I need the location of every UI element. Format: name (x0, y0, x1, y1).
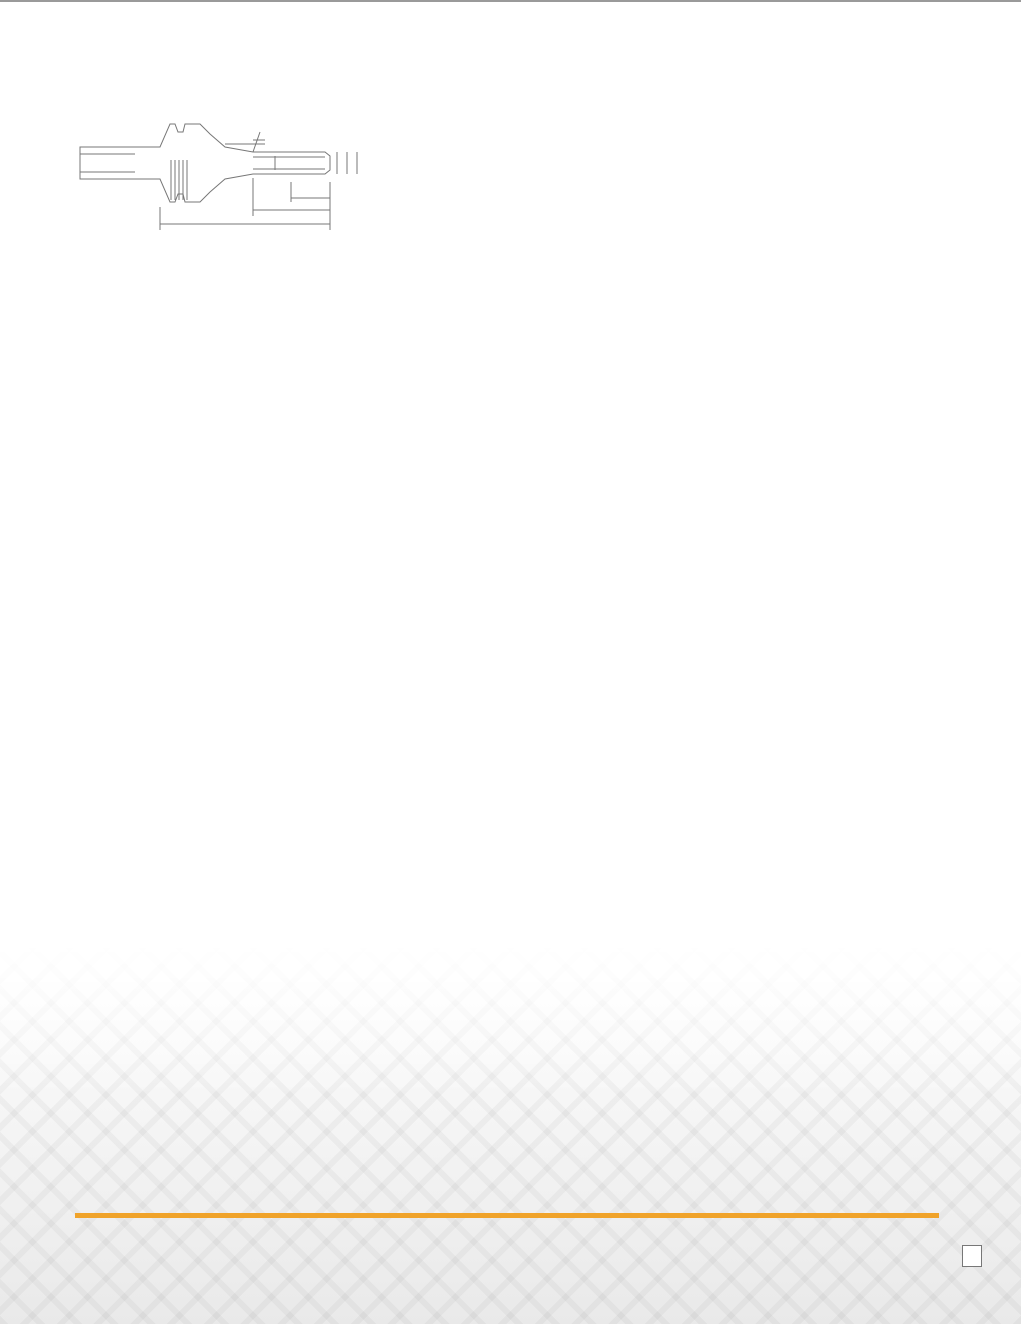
section-title (75, 286, 81, 312)
technical-drawing (75, 112, 375, 237)
series-sidebar (978, 104, 1021, 1229)
top-rule (0, 0, 1021, 2)
page-number (962, 1245, 982, 1267)
table-bottom-bar (75, 1213, 939, 1218)
background-texture (0, 944, 1021, 1324)
